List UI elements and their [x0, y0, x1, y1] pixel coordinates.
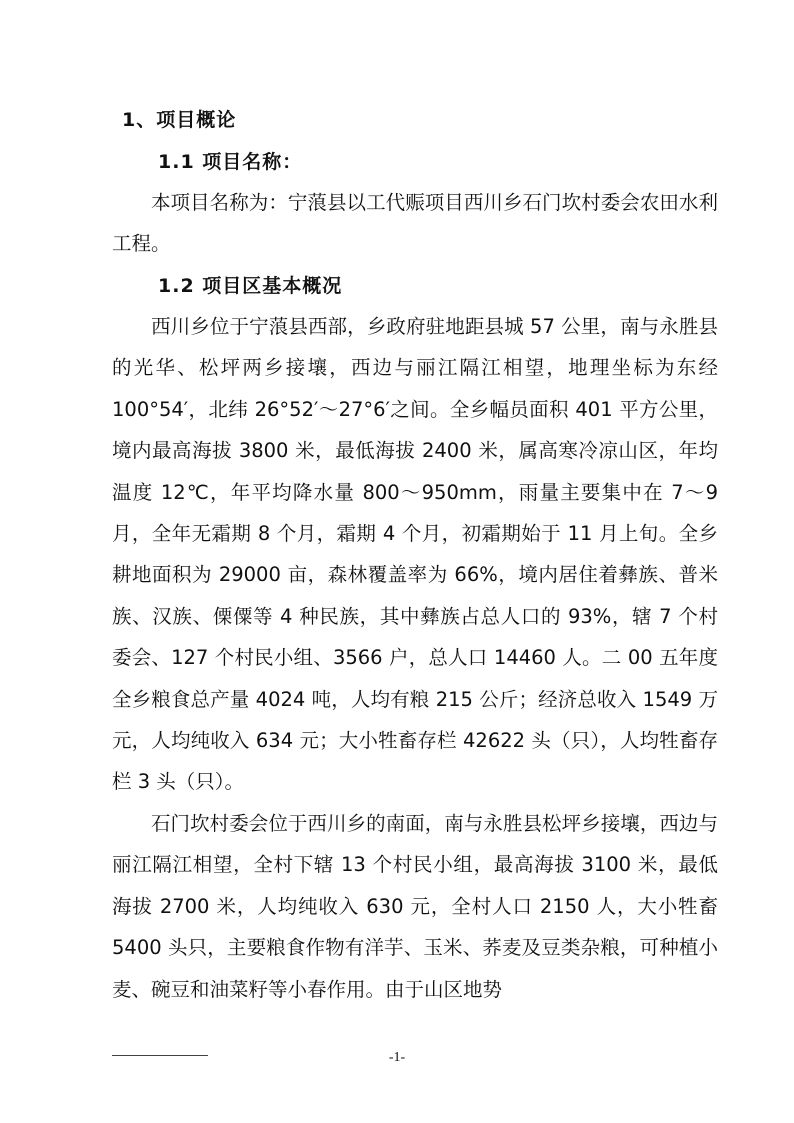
page-number: -1-	[388, 1050, 406, 1065]
village-overview-paragraph: 石门坎村委会位于西川乡的南面，南与永胜县松坪乡接壤，西边与丽江隔江相望，全村下辖 13 个村民小组，最高海拔 3100 米，最低海拔 2700 米，人均纯收入 630 元，全村人口 2150 人，大小牲畜 5400 头只，主要粮食作物有洋芋、玉米、荞麦及豆类杂粮，可种植小麦、碗豆和油菜籽等小春作用。由于山区地势	[112, 812, 718, 1001]
township-overview-paragraph: 西川乡位于宁蒗县西部，乡政府驻地距县城 57 公里，南与永胜县的光华、松坪两乡接壤，西边与丽江隔江相望，地理坐标为东经 100°54′，北纬 26°52′～27°6′之间。全乡幅员面积 401 平方公里，境内最高海拔 3800 米，最低海拔 2400 米，属高寒冷凉山区，年均温度 12℃，年平均降水量 800～950mm，雨量主要集中在 7～9 月，全年无霜期 8 个月，霜期 4 个月，初霜期始于 11 月上旬。全乡耕地面积为 29000 亩，森林覆盖率为 66%，境内居住着彝族、普米族、汉族、傈僳等 4 种民族，其中彝族占总人口的 93%，辖 7 个村委会、127 个村民小组、3566 户，总人口 14460 人。二 00 五年度全乡粮食总产量 4024 吨，人均有粮 215 公斤；经济总收入 1549 万元，人均纯收入 634 元；大小牲畜存栏 42622 头（只），人均牲畜存栏 3 头（只）。	[112, 315, 718, 794]
subsection-heading-1-2: 1.2 项目区基本概况	[158, 275, 343, 297]
project-name-paragraph: 本项目名称为：宁蒗县以工代赈项目西川乡石门坎村委会农田水利工程。	[112, 191, 718, 256]
section-heading-1: 1、项目概论	[122, 109, 237, 131]
subsection-heading-1-1: 1.1 项目名称：	[158, 151, 303, 173]
